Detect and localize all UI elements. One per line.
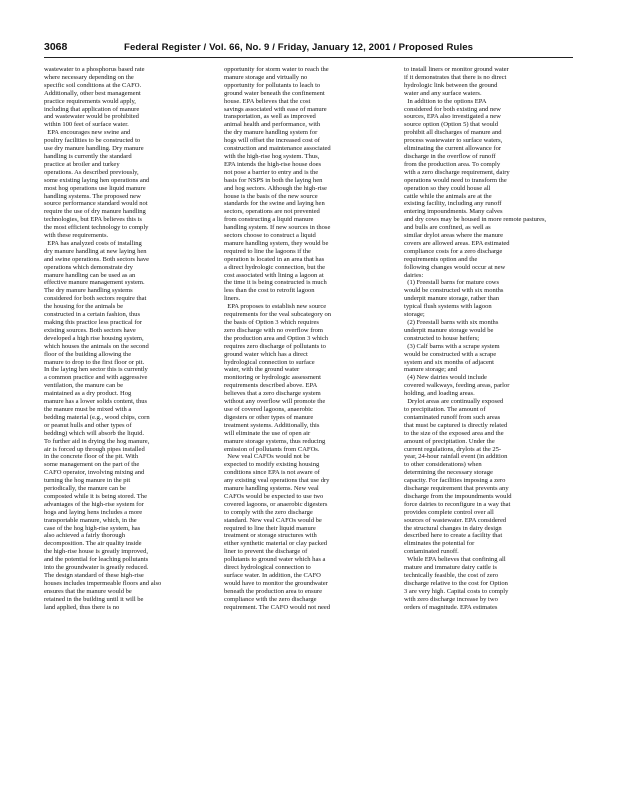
text-line: house is the basis of the new source [224, 192, 318, 200]
text-line: bedding) which will absorb the liquid. [44, 429, 145, 437]
text-line: maintained as a dry product. Hog [44, 390, 132, 398]
text-line: the time it is being constructed is much [224, 279, 327, 287]
text-line: in the concrete floor of the pit. With [44, 453, 139, 461]
text-line: handling system. If new sources in those [224, 224, 331, 232]
text-line: poultry facilities to be constructed to [44, 137, 141, 145]
text-line: the most efficient technology to comply [44, 224, 149, 232]
text-line: contaminated runoff from such areas [404, 413, 501, 421]
text-line: the production area and Option 3 which [224, 334, 328, 342]
text-line: To further aid in drying the hog manure, [44, 437, 150, 445]
text-line: not pose a barrier to entry and is the [224, 168, 319, 176]
text-line: orders of magnitude. EPA estimates [404, 603, 498, 611]
text-line: zero discharge with no overflow from [224, 326, 323, 334]
text-line: sources of wastewater. EPA considered [404, 516, 507, 524]
text-line: where necessary depending on the [44, 73, 134, 81]
text-line: either synthetic material or clay packed [224, 540, 328, 548]
text-line: most hog operations use liquid manure [44, 184, 146, 192]
text-line: manure storage and virtually no [224, 73, 308, 81]
text-line: a common practice and with aggressive [44, 374, 148, 382]
text-line: less than the cost to retrofit lagoon [224, 287, 315, 295]
text-line: operation is located in an area that has [224, 255, 325, 263]
text-line: covers are allowed areas. EPA estimated [404, 239, 510, 247]
text-line: turning the hog manure in the pit [44, 477, 131, 485]
text-line: and dry cows may be housed in more remote pastures, [404, 216, 547, 224]
text-line: and bulls are confined, as well as [404, 224, 491, 232]
text-line: mature and immature dairy cattle is [404, 564, 497, 572]
text-line: conditions since EPA is not aware of [224, 469, 320, 477]
text-line: standards for the swine and laying hen [224, 200, 325, 208]
text-line: underpit manure storage, rather than [404, 295, 500, 303]
text-line: to comply with the zero discharge [224, 508, 313, 516]
text-line: will eliminate the use of open air [224, 429, 311, 437]
text-line: water, with the ground water [224, 366, 300, 374]
text-line: (4) New dairies would include [404, 374, 487, 382]
text-line: treatment systems. Additionally, this [224, 421, 320, 429]
text-line: any existing veal operations that use dry [224, 477, 330, 485]
text-column-3 [404, 66, 572, 612]
text-line: New veal CAFOs would not be [224, 453, 310, 461]
header-rule [44, 57, 573, 58]
text-line: construction and maintenance associated [224, 145, 331, 153]
text-line: manure storage; and [404, 366, 458, 374]
text-line: treatment or storage structures with [224, 532, 317, 540]
text-line: (2) Freestall barns with six months [404, 319, 499, 326]
text-line: believes that a zero discharge system [224, 390, 321, 398]
text-line: (3) Calf barns with a scrape system [404, 342, 500, 350]
text-line: practice requirements would apply, [44, 97, 136, 105]
text-line: liner to prevent the discharge of [224, 548, 308, 556]
text-column-1 [44, 66, 212, 612]
text-line: a direct hydrologic connection, but the [224, 263, 326, 271]
text-line: covered walkways, feeding areas, parlor [404, 382, 510, 390]
text-line: with a zero discharge requirement, dairy [404, 168, 510, 176]
text-line: floor of the building allowing the [44, 350, 132, 358]
text-line: would be constructed with a scrape [404, 350, 497, 358]
text-line: beneath the production area to ensure [224, 587, 322, 595]
text-line: opportunity for pollutants to leach to [224, 81, 321, 89]
text-line: The dry manure handling systems [44, 287, 133, 295]
text-line: amount of precipitation. Under the [404, 437, 495, 445]
text-line: existing sources. Both sectors have [44, 326, 136, 334]
text-line: to the size of the exposed area and the [404, 429, 504, 437]
text-line: and wastewater would be prohibited [44, 113, 139, 121]
text-line: would have to monitor the groundwater [224, 579, 328, 587]
text-line: requirements described above. EPA [224, 382, 318, 390]
text-line: composted while it is being stored. The [44, 492, 147, 500]
text-line: digesters or other types of manure [224, 413, 314, 421]
text-line: cost associated with lining a lagoon at [224, 271, 324, 279]
text-line: discharge in the overflow of runoff [404, 152, 496, 160]
text-line: source performance standard would not [44, 200, 148, 208]
text-line: retained in the building until it will be [44, 595, 144, 603]
text-line: would be constructed with six months [404, 287, 504, 295]
text-line: entering impoundments. Many calves [404, 208, 503, 216]
text-line: compliance costs for a zero discharge [404, 247, 503, 255]
text-line: requirement. The CAFO would not need [224, 603, 331, 611]
text-line: handling is currently the standard [44, 152, 132, 160]
text-line: making this practice less practical for [44, 319, 142, 326]
text-line: system and six months of adjacent [404, 358, 495, 366]
text-line: monitoring or hydrologic assessment [224, 374, 321, 382]
text-line: eliminating the current allowance for [404, 145, 502, 153]
text-line: CAFO operator, involving mixing and [44, 469, 145, 477]
text-line: 3 are very high. Capital costs to comply [404, 587, 509, 595]
text-line: handling systems. The proposed new [44, 192, 141, 200]
text-line: capacity. For facilities imposing a zero [404, 477, 506, 485]
text-line: from constructing a liquid manure [224, 216, 314, 224]
text-line: including that application of manure [44, 105, 140, 113]
text-line: underpit manure storage would be [404, 326, 494, 334]
text-line: operations would need to transform the [404, 176, 507, 184]
text-line: manure has a lower solids content, thus [44, 398, 148, 406]
text-line: decomposition. The air quality inside [44, 540, 142, 548]
text-line: compliance with the zero discharge [224, 595, 317, 603]
text-line: from the production area. To comply [404, 160, 501, 168]
text-line: into the groundwater is greatly reduced. [44, 564, 149, 572]
text-line: use of covered lagoons, anaerobic [224, 405, 313, 413]
text-line: houses includes impermeable floors and also [44, 579, 162, 587]
text-line: within 100 feet of surface water. [44, 121, 129, 129]
text-line: transportation, as well as improved [224, 113, 316, 121]
text-line: The design standard of these high-rise [44, 572, 144, 579]
text-line: requirements for the veal subcategory on [224, 311, 332, 319]
text-line: house. EPA believes that the cost [224, 97, 311, 105]
text-line: if it demonstrates that there is no direct [404, 73, 507, 81]
text-line: (1) Freestall barns for mature cows [404, 279, 500, 287]
text-line: technologies, but EPA believes this is [44, 216, 142, 224]
text-line: provides complete control over all [404, 508, 494, 516]
text-line: process wastewater to surface waters, [404, 137, 503, 145]
text-line: following changes would occur at new [404, 263, 506, 271]
text-line: covered lagoons, or anaerobic digesters [224, 500, 328, 508]
text-line: or peanut hulls and other types of [44, 421, 132, 429]
text-line: air is forced up through pipes installed [44, 445, 145, 453]
text-line: animal health and performance, with [224, 121, 321, 129]
text-line: hogs will offset the increased cost of [224, 137, 320, 145]
text-line: the high-rise house is greatly improved, [44, 548, 148, 556]
text-line: opportunity for storm water to reach the [224, 66, 329, 73]
text-line: sectors choose to construct a liquid [224, 232, 316, 240]
text-line: and hog sectors. Although the high-rise [224, 184, 327, 192]
text-line: EPA intends the high-rise house does [224, 160, 322, 168]
text-line: holding, and loading areas. [404, 390, 475, 398]
text-line: with the high-rise hog system. Thus, [224, 152, 320, 160]
text-line: discharge requirement that prevents any [404, 485, 509, 493]
text-line: hogs and laying hens includes a more [44, 508, 143, 516]
text-line: eliminates the potential for [404, 540, 475, 548]
text-line: emission of pollutants from CAFOs. [224, 445, 320, 453]
text-line: advantages of the high-rise system for [44, 500, 144, 508]
text-line: and the potential for leaching pollutants [44, 556, 149, 564]
text-line: specific soil conditions at the CAFO. [44, 81, 142, 89]
text-line: EPA encourages new swine and [44, 129, 131, 137]
text-line: developed a high rise housing system, [44, 334, 144, 342]
text-line: required to line the lagoons if the [224, 247, 311, 255]
text-line: manure handling systems. New veal [224, 485, 319, 493]
text-line: effective manure management system. [44, 279, 145, 287]
text-line: hydrologic link between the ground [404, 81, 498, 89]
text-line: force dairies to reconfigure in a way that [404, 500, 511, 508]
text-line: discharge relative to the cost for Option [404, 579, 508, 587]
text-line: similar drylot areas where the manure [404, 232, 504, 240]
text-line: savings associated with ease of manure [224, 105, 327, 113]
text-line: operation so they could house all [404, 184, 491, 192]
text-line: cattle while the animals are at the [404, 192, 492, 200]
text-line: the manure must be mixed with a [44, 405, 132, 413]
text-line: While EPA believes that confining all [404, 556, 506, 564]
text-line: some management on the part of the [44, 461, 140, 469]
text-line: liners. [224, 295, 241, 303]
text-line: constructed to house heifers; [404, 334, 480, 342]
text-line: manure to drop to the first floor or pit. [44, 358, 145, 366]
text-line: described here to create a facility that [404, 532, 503, 540]
text-line: some existing laying hen operations and [44, 176, 150, 184]
text-line: the basis of Option 3 which requires [224, 319, 319, 326]
text-line: and swine operations. Both sectors have [44, 255, 150, 263]
text-line: dry manure handling at new laying hen [44, 247, 147, 255]
text-line: the dry manure handling system for [224, 129, 318, 137]
text-line: ground water which has a direct [224, 350, 308, 358]
text-line: CAFOs would be expected to use two [224, 492, 324, 500]
text-line: transportable manure, which, in the [44, 516, 137, 524]
text-line: manure handling system, they would be [224, 239, 329, 247]
text-line: direct hydrological connection to [224, 564, 311, 572]
text-line: Drylot areas are continually exposed [404, 398, 504, 406]
text-line: required to line their liquid manure [224, 524, 316, 532]
text-line: wastewater to a phosphorus based rate [44, 66, 145, 73]
text-line: water and any surface waters. [404, 89, 482, 97]
text-line: the structural changes in dairy design [404, 524, 502, 532]
text-line: manure handling can be used as an [44, 271, 136, 279]
text-line: land applied, thus there is no [44, 603, 120, 611]
text-line: basis for NSPS in both the laying hen [224, 176, 323, 184]
text-line: dairies: [404, 271, 424, 279]
text-line: also achieved a fairly thorough [44, 532, 126, 540]
running-head: Federal Register / Vol. 66, No. 9 / Friday, January 12, 2001 / Proposed Rules [124, 42, 474, 53]
text-line: Additionally, other best management [44, 89, 141, 97]
text-line: use dry manure handling. Dry manure [44, 145, 144, 153]
text-line: prohibit all discharges of manure and [404, 129, 502, 137]
text-line: year, 24-hour rainfall event (in addition [404, 453, 508, 461]
text-line: sources, EPA also investigated a new [404, 113, 501, 121]
text-line: pollutants to ground water which has a [224, 556, 326, 564]
text-line: with zero discharge increase by two [404, 595, 498, 603]
text-line: operations. As described previously, [44, 168, 139, 176]
text-line: source option (Option 5) that would [404, 121, 499, 129]
text-line: requirements option and the [404, 255, 478, 263]
text-line: manure storage systems, thus reducing [224, 437, 326, 445]
text-line: which houses the animals on the second [44, 342, 149, 350]
text-line: EPA proposes to establish new source [224, 303, 327, 311]
text-line: current regulations, drylots at the 25- [404, 445, 502, 453]
text-line: require the use of dry manure handling [44, 208, 146, 216]
text-line: In the laying hen sector this is currently [44, 366, 148, 374]
text-line: with these requirements. [44, 232, 109, 240]
text-line: ground water beneath the confinement [224, 89, 325, 97]
text-line: hydrological connection to surface [224, 358, 315, 366]
text-line: determining the necessary storage [404, 469, 493, 477]
text-line: periodically, the manure can be [44, 485, 126, 493]
text-line: ensures that the manure would be [44, 587, 132, 595]
page-number: 3068 [44, 41, 68, 53]
text-line: to precipitation. The amount of [404, 405, 486, 413]
text-line: considered for both existing and new [404, 105, 501, 113]
text-line: expected to modify existing housing [224, 461, 320, 469]
text-line: considered for both sectors require that [44, 295, 147, 303]
text-line: without any overflow will promote the [224, 398, 326, 406]
text-line: operations which demonstrate dry [44, 263, 133, 271]
text-line: to install liners or monitor ground water [404, 66, 509, 73]
text-line: In addition to the options EPA [404, 97, 487, 105]
text-line: sectors, operations are not prevented [224, 208, 320, 216]
text-line: storage; [404, 311, 425, 319]
text-line: EPA has analyzed costs of installing [44, 239, 142, 247]
text-line: typical flush systems with lagoon [404, 303, 492, 311]
text-line: to other considerations) when [404, 461, 482, 469]
text-line: the housing for the animals be [44, 303, 124, 311]
text-line: standard. New veal CAFOs would be [224, 516, 322, 524]
text-line: surface water. In addition, the CAFO [224, 572, 321, 579]
text-line: existing facility, including any runoff [404, 200, 502, 208]
text-line: requires zero discharge of pollutants to [224, 342, 326, 350]
text-line: ventilation, the manure can be [44, 382, 124, 390]
text-line: contaminated runoff. [404, 548, 459, 556]
text-line: constructed in a certain fashion, thus [44, 311, 140, 319]
text-line: technically feasible, the cost of zero [404, 572, 499, 579]
text-line: discharge from the impoundments would [404, 492, 512, 500]
text-line: bedding material (e.g., wood chips, corn [44, 413, 150, 421]
text-line: practice at broiler and turkey [44, 160, 120, 168]
text-line: that must be captured is directly related [404, 421, 508, 429]
text-line: case of the hog high-rise system, has [44, 524, 141, 532]
text-column-2 [224, 66, 392, 612]
